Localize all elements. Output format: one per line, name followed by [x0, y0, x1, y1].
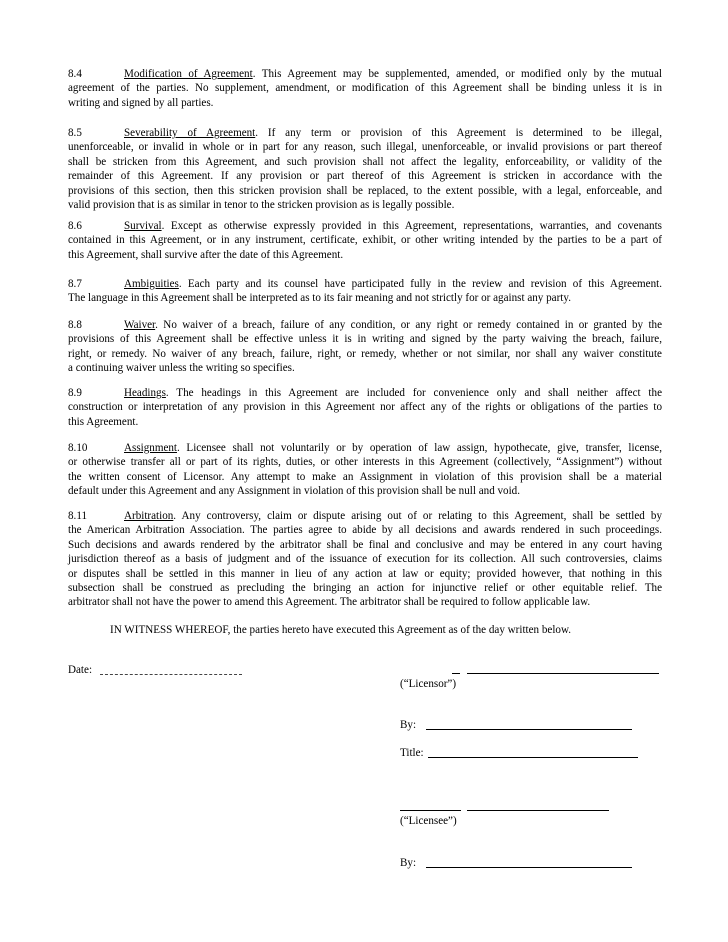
section-first-line-text: This Agreement may be supplemented, amended, or modified only by the mutual: [255, 68, 662, 80]
section-text-line: or otherwise transfer all or part of its rights, duties, or other interests in this Agreement (collectively, “Assignment”) without: [68, 456, 662, 469]
section-text-line: writing and signed by all parties.: [68, 96, 214, 109]
section-text-line: provisions of this Agreement shall be effective unless it is in writing and signed by the party waiving the breach, failure,: [68, 333, 662, 346]
licensee-by-signature-line: [426, 867, 632, 868]
section-heading: Severability of Agreement: [124, 127, 256, 139]
section-first-line-text: If any term or provision of this Agreement is determined to be illegal,: [258, 127, 662, 139]
section-text-line: this Agreement.: [68, 415, 139, 428]
section-heading: Headings: [124, 387, 166, 399]
section-heading: Arbitration: [124, 510, 174, 522]
section-text-line: shall be stricken from this Agreement, and such provision shall not affect the legality, enforceability, or validity of the: [68, 155, 662, 168]
section-text-line: construction or interpretation of any provision in this Agreement nor affect any of the rights or obligations of the parties to: [68, 401, 662, 414]
section-first-line: 8.11 Arbitration. Any controversy, claim or dispute arising out of or relating to this Agreement, shall be settled by: [68, 510, 662, 522]
licensor-label: (“Licensor”): [400, 678, 457, 690]
section-first-line: 8.5 Severability of Agreement. If any term or provision of this Agreement is determined to be illegal,: [68, 127, 662, 139]
section-text-line: agreement of the parties. No supplement, amendment, or modification of this Agreement shall be binding unless it is in: [68, 82, 662, 95]
section-heading: Modification of Agreement: [124, 68, 253, 80]
section-text-line: The language in this Agreement shall be interpreted as to its fair meaning and not strictly for or against any party.: [68, 292, 571, 305]
section-first-line: 8.6 Survival. Except as otherwise expressly provided in this Agreement, representations, warranties, and covenants: [68, 220, 662, 232]
section-number: 8.11: [68, 510, 88, 522]
section-number: 8.10: [68, 442, 88, 454]
section-text-line: arbitrator shall not have the power to amend this Agreement. The arbitrator shall be required to follow applicable law.: [68, 596, 591, 609]
section-8-5: [68, 126, 662, 212]
section-first-line-text: Except as otherwise expressly provided in this Agreement, representations, warranties, and covenants: [164, 220, 662, 232]
section-text-line: a continuing waiver unless the writing so specifies.: [68, 362, 295, 375]
section-first-line: 8.10 Assignment. Licensee shall not voluntarily or by operation of law assign, hypothecate, give, transfer, license,: [68, 442, 662, 454]
section-number: 8.9: [68, 387, 82, 399]
section-number: 8.8: [68, 319, 82, 331]
section-text-line: right, or remedy. No waiver of any breach, failure, right, or remedy, whether or not similar, nor shall any waiver constitute: [68, 347, 662, 360]
section-text-line: contained in this Agreement, or in any instrument, certificate, exhibit, or other writing intended by the parties to be a part of: [68, 234, 662, 247]
section-8-9: [68, 386, 662, 429]
section-8-10: [68, 441, 662, 499]
licensor-name-line: [467, 673, 659, 674]
section-first-line-text: The headings in this Agreement are included for convenience only and shall neither affect the: [168, 387, 662, 399]
date-label: Date:: [68, 664, 93, 676]
section-text-line: the American Arbitration Association. The parties agree to abide by all decisions and awards rendered in such proceedings.: [68, 524, 662, 537]
section-heading: Survival: [124, 220, 162, 232]
section-number: 8.4: [68, 68, 82, 80]
section-text-line: this Agreement, shall survive after the date of this Agreement.: [68, 248, 344, 261]
licensee-name-line-short: [400, 810, 461, 811]
section-text-line: remainder of this Agreement. If any provision or part thereof of this Agreement is stricken in accordance with the: [68, 170, 662, 183]
section-text-line: jurisdiction thereof as a basis of judgment and of the issuance of execution for its collection. All such controversies, claims: [68, 553, 662, 566]
section-number: 8.5: [68, 127, 82, 139]
licensor-by-signature-line: [426, 729, 632, 730]
section-text-line: unenforceable, or invalid in whole or in part for any reason, such illegal, unenforceable, or invalid provisions or part thereof: [68, 141, 662, 154]
section-8-6: [68, 219, 662, 262]
section-text-line: or disputes shall be settled in this manner in lieu of any action at law or equity; provided however, that nothing in this: [68, 567, 662, 580]
date-signature-line: [100, 674, 242, 675]
section-heading: Ambiguities: [124, 278, 179, 290]
section-number: 8.7: [68, 278, 82, 290]
section-first-line-text: Each party and its counsel have participated fully in the review and revision of this Agreement.: [181, 278, 662, 290]
section-text-line: valid provision that is as similar in tenor to the stricken provision as is legally possible.: [68, 199, 455, 212]
licensee-name-line: [467, 810, 609, 811]
section-8-7: [68, 277, 662, 306]
section-first-line: 8.9 Headings. The headings in this Agreement are included for convenience only and shall neither affect the: [68, 387, 662, 399]
section-first-line-text: No waiver of a breach, failure of any condition, or any right or remedy contained in or granted by the: [157, 319, 662, 331]
section-8-8: [68, 318, 662, 376]
section-number: 8.6: [68, 220, 82, 232]
licensor-by-label: By:: [400, 719, 417, 731]
licensor-name-line-short: [452, 673, 460, 674]
section-first-line-text: Licensee shall not voluntarily or by operation of law assign, hypothecate, give, transfer, license,: [179, 442, 662, 454]
section-8-11: [68, 509, 662, 610]
section-heading: Waiver: [124, 319, 156, 331]
section-first-line: 8.8 Waiver. No waiver of a breach, failure of any condition, or any right or remedy contained in or granted by the: [68, 319, 662, 331]
witness-statement: IN WITNESS WHEREOF, the parties hereto have executed this Agreement as of the day written below.: [110, 624, 572, 636]
licensee-by-label: By:: [400, 857, 417, 869]
section-text-line: subsection shall be construed as precluding the bringing an action for injunctive relief or other equitable relief. The: [68, 582, 662, 595]
section-first-line: 8.4 Modification of Agreement. This Agreement may be supplemented, amended, or modified only by the mutual: [68, 68, 662, 80]
section-8-4: [68, 67, 662, 110]
section-first-line: 8.7 Ambiguities. Each party and its counsel have participated fully in the review and revision of this Agreement.: [68, 278, 662, 290]
section-heading: Assignment: [124, 442, 178, 454]
section-text-line: default under this Agreement and any Assignment in violation of this provision shall be null and void.: [68, 485, 521, 498]
section-text-line: the written consent of Licensor. Any attempt to make an Assignment in violation of this provision shall be a material: [68, 470, 662, 483]
licensor-title-label: Title:: [400, 747, 424, 759]
licensor-title-line: [428, 757, 638, 758]
section-first-line-text: Any controversy, claim or dispute arising out of or relating to this Agreement, shall be settled by: [176, 510, 662, 522]
licensee-label: (“Licensee”): [400, 815, 457, 827]
section-text-line: Such decisions and awards rendered by the arbitrator shall be final and conclusive and may be entered in any court having: [68, 538, 662, 551]
section-text-line: provisions of this section, then this stricken provision shall be replaced, to the extent possible, with a legal, enforceable, and: [68, 184, 662, 197]
